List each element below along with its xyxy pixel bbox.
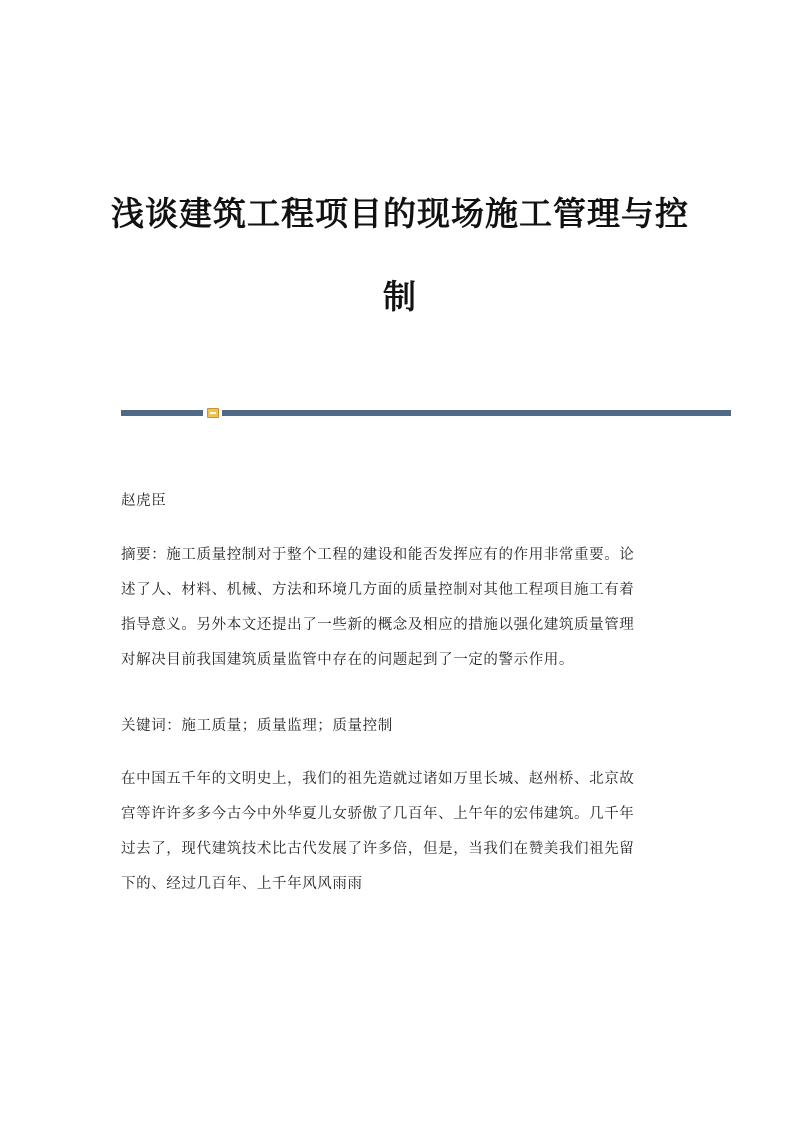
title-line-2: 制 xyxy=(383,277,417,316)
title-line-1: 浅谈建筑工程项目的现场施工管理与控 xyxy=(111,194,689,233)
document-badge-icon xyxy=(207,408,219,418)
abstract-line: 对解决目前我国建筑质量监管中存在的问题起到了一定的警示作用。 xyxy=(121,652,574,668)
intro-line: 下的、经过几百年、上千年风风雨雨 xyxy=(121,876,363,892)
intro-line: 在中国五千年的文明史上，我们的祖先造就过诸如万里长城、赵州桥、北京故 xyxy=(121,771,635,787)
section-divider xyxy=(121,408,731,418)
divider-bar-left xyxy=(121,410,203,416)
document-title xyxy=(100,178,700,333)
abstract-paragraph xyxy=(121,538,681,678)
abstract-line: 指导意义。另外本文还提出了一些新的概念及相应的措施以强化建筑质量管理 xyxy=(121,617,635,633)
intro-paragraph xyxy=(121,762,681,902)
keywords-line: 关键词：施工质量；质量监理；质量控制 xyxy=(121,718,393,734)
author-name: 赵虎臣 xyxy=(121,493,167,509)
intro-line: 宫等许许多多今古今中外华夏儿女骄傲了几百年、上午年的宏伟建筑。几千年 xyxy=(121,806,635,822)
intro-line: 过去了，现代建筑技术比古代发展了许多倍，但是，当我们在赞美我们祖先留 xyxy=(121,841,635,857)
abstract-line: 摘要：施工质量控制对于整个工程的建设和能否发挥应有的作用非常重要。论 xyxy=(121,547,635,563)
divider-bar-right xyxy=(222,410,731,416)
abstract-line: 述了人、材料、机械、方法和环境几方面的质量控制对其他工程项目施工有着 xyxy=(121,582,635,598)
